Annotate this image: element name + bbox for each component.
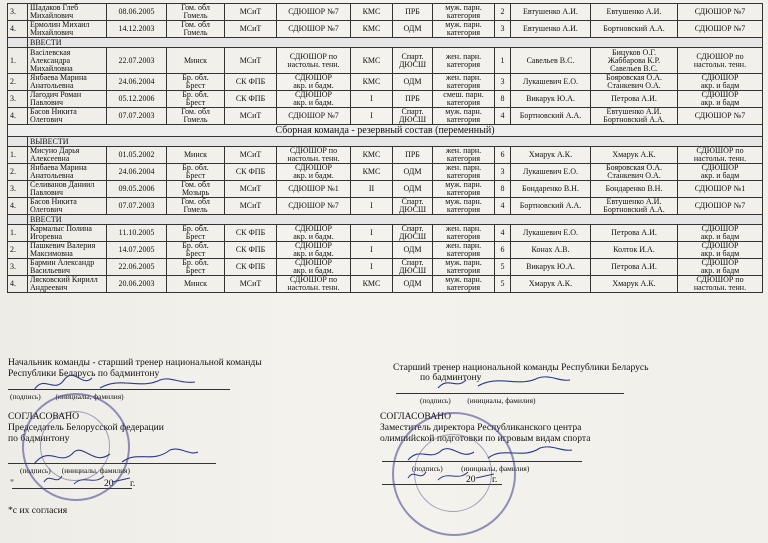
region-cell: Гом. обл Гомель xyxy=(167,21,225,38)
school-cell: СДЮШОР №7 xyxy=(678,21,763,38)
athlete-name-cell: Басов Никита Олегович xyxy=(28,198,107,215)
organization-cell: СДЮШОР №7 xyxy=(277,108,351,125)
first-coach-cell: Бояровская О.А. Станкевич О.А. xyxy=(591,74,678,91)
birth-date-cell: 05.12.2006 xyxy=(107,91,167,108)
right-date-year: 20 xyxy=(466,474,476,485)
category-cell: муж. парн. категория xyxy=(433,4,495,21)
table-row xyxy=(8,242,763,259)
athlete-name-cell: Янбаева Марина Анатольевна xyxy=(28,74,107,91)
table-row xyxy=(8,108,763,125)
department-cell: МСиТ xyxy=(225,4,277,21)
birth-date-cell: 07.07.2003 xyxy=(107,198,167,215)
section-header-row xyxy=(8,38,763,48)
left-agreed-label: СОГЛАСОВАНО xyxy=(8,411,80,422)
left-date-quote: " xyxy=(10,478,14,489)
first-coach-cell: Евтушенко А.И. xyxy=(591,4,678,21)
organization-cell: СДЮШОР по настольн. тенн. xyxy=(277,276,351,293)
sport-rank-cell: КМС xyxy=(351,74,393,91)
school-cell: СДЮШОР акр. и бадм xyxy=(678,74,763,91)
first-coach-cell: Петрова А.И. xyxy=(591,225,678,242)
organization-cell: СДЮШОР №1 xyxy=(277,181,351,198)
rank-number-cell: 1 xyxy=(495,48,511,74)
category-cell: муж. парн. категория xyxy=(433,198,495,215)
personal-coach-cell: Савельев В.С. xyxy=(511,48,591,74)
birth-date-cell: 14.12.2003 xyxy=(107,21,167,38)
row-number-cell: 1. xyxy=(8,147,28,164)
school-cell: СДЮШОР по настольн. тенн. xyxy=(678,276,763,293)
category-cell: жен. парн. категория xyxy=(433,242,495,259)
athlete-name-cell: Лагодич Роман Павлович xyxy=(28,91,107,108)
birth-date-cell: 20.06.2003 xyxy=(107,276,167,293)
status-cell: ОДМ xyxy=(393,164,433,181)
athlete-name-cell: Шадаков Глеб Михайлович xyxy=(28,4,107,21)
first-coach-cell: Бондаренко В.Н. xyxy=(591,181,678,198)
athlete-name-cell: Пашкевич Валерия Максимовна xyxy=(28,242,107,259)
personal-coach-cell: Лукашевич Е.О. xyxy=(511,164,591,181)
birth-date-cell: 07.07.2003 xyxy=(107,108,167,125)
footnote: *с их согласия xyxy=(8,505,68,516)
rank-number-cell: 4 xyxy=(495,225,511,242)
category-cell: жен. парн. категория xyxy=(433,74,495,91)
row-number-cell: 3. xyxy=(8,181,28,198)
right-date-handwriting xyxy=(404,466,504,484)
table-row xyxy=(8,164,763,181)
athlete-name-cell: Васілевская Александра Михайловна xyxy=(28,48,107,74)
right-head-signature xyxy=(434,372,574,394)
department-cell: МСиТ xyxy=(225,198,277,215)
personal-coach-cell: Хмарук А.К. xyxy=(511,147,591,164)
row-number-cell: 3. xyxy=(8,259,28,276)
sport-rank-cell: I xyxy=(351,242,393,259)
personal-coach-cell: Бондаренко В.Н. xyxy=(511,181,591,198)
category-cell: смеш. парн. категория xyxy=(433,91,495,108)
athlete-name-cell: Янбаева Марина Анатольевна xyxy=(28,164,107,181)
rank-number-cell: 5 xyxy=(495,259,511,276)
department-cell: СК ФПБ xyxy=(225,74,277,91)
department-cell: МСиТ xyxy=(225,181,277,198)
department-cell: СК ФПБ xyxy=(225,259,277,276)
right-agreed-org: олимпийской подготовки по игровым видам спорта xyxy=(380,433,591,444)
left-head-title: Начальник команды - старший тренер национальной команды xyxy=(8,357,262,368)
section-header-row xyxy=(8,137,763,147)
school-cell: СДЮШОР по настольн. тенн. xyxy=(678,48,763,74)
birth-date-cell: 14.07.2005 xyxy=(107,242,167,259)
department-cell: СК ФПБ xyxy=(225,164,277,181)
rank-number-cell: 6 xyxy=(495,147,511,164)
region-cell: Бр. обл. Брест xyxy=(167,164,225,181)
rank-number-cell: 5 xyxy=(495,276,511,293)
status-cell: ОДМ xyxy=(393,21,433,38)
personal-coach-cell: Евтушенко А.И. xyxy=(511,21,591,38)
birth-date-cell: 09.05.2006 xyxy=(107,181,167,198)
organization-cell: СДЮШОР акр. и бадм. xyxy=(277,164,351,181)
status-cell: ОДМ xyxy=(393,74,433,91)
row-number-cell: 2. xyxy=(8,164,28,181)
rank-number-cell: 3 xyxy=(495,21,511,38)
first-coach-cell: Бицуков О.Г. Жаббарова К.Р. Савельев В.С. xyxy=(591,48,678,74)
right-signature-caption: (подпись) (инициалы, фамилия) xyxy=(420,396,536,405)
row-number-cell: 3. xyxy=(8,91,28,108)
sport-rank-cell: II xyxy=(351,181,393,198)
status-cell: Спарт. ДЮСШ xyxy=(393,48,433,74)
first-coach-cell: Петрова А.И. xyxy=(591,91,678,108)
status-cell: ОДМ xyxy=(393,181,433,198)
first-coach-cell: Хмарук А.К. xyxy=(591,147,678,164)
table-row xyxy=(8,48,763,74)
sport-rank-cell: КМС xyxy=(351,147,393,164)
personal-coach-cell: Бортновский А.А. xyxy=(511,198,591,215)
athlete-name-cell: Басов Никита Олегович xyxy=(28,108,107,125)
status-cell: Спарт. ДЮСШ xyxy=(393,225,433,242)
department-cell: МСиТ xyxy=(225,21,277,38)
table-row xyxy=(8,259,763,276)
school-cell: СДЮШОР акр. и бадм xyxy=(678,225,763,242)
region-cell: Минск xyxy=(167,276,225,293)
organization-cell: СДЮШОР по настольн. тенн. xyxy=(277,147,351,164)
first-coach-cell: Евтушенко А.И. Бортновский А.А. xyxy=(591,198,678,215)
birth-date-cell: 01.05.2002 xyxy=(107,147,167,164)
school-cell: СДЮШОР акр. и бадм xyxy=(678,91,763,108)
table-row xyxy=(8,181,763,198)
status-cell: ПРБ xyxy=(393,91,433,108)
sport-rank-cell: I xyxy=(351,198,393,215)
row-number-cell: 4. xyxy=(8,21,28,38)
birth-date-cell: 24.06.2004 xyxy=(107,74,167,91)
sport-rank-cell: КМС xyxy=(351,21,393,38)
left-date-year: 20 xyxy=(104,478,114,489)
table-row xyxy=(8,147,763,164)
department-cell: СК ФПБ xyxy=(225,225,277,242)
athlete-name-cell: Мисуно Дарья Алексеевна xyxy=(28,147,107,164)
category-cell: муж. парн. категория xyxy=(433,21,495,38)
table-row xyxy=(8,74,763,91)
personal-coach-cell: Евтушенко А.И. xyxy=(511,4,591,21)
right-head-org: по бадминтону xyxy=(420,372,482,383)
status-cell: ОДМ xyxy=(393,242,433,259)
personal-coach-cell: Хмарук А.К. xyxy=(511,276,591,293)
row-number-cell: 1. xyxy=(8,225,28,242)
personal-coach-cell: Викарук Ю.А. xyxy=(511,259,591,276)
birth-date-cell: 11.10.2005 xyxy=(107,225,167,242)
section-label: ВЫВЕСТИ xyxy=(28,137,763,147)
status-cell: Спарт. ДЮСШ xyxy=(393,259,433,276)
table-row xyxy=(8,276,763,293)
left-agreed-caption: (подпись) (инициалы, фамилия) xyxy=(20,466,130,475)
department-cell: МСиТ xyxy=(225,108,277,125)
athlete-name-cell: Ермолин Михаил Михайлович xyxy=(28,21,107,38)
birth-date-cell: 24.06.2004 xyxy=(107,164,167,181)
school-cell: СДЮШОР №7 xyxy=(678,4,763,21)
organization-cell: СДЮШОР акр. и бадм. xyxy=(277,74,351,91)
region-cell: Гом. обл Гомель xyxy=(167,108,225,125)
department-cell: СК ФПБ xyxy=(225,91,277,108)
category-cell: муж. парн. категория xyxy=(433,181,495,198)
rank-number-cell: 6 xyxy=(495,242,511,259)
sport-rank-cell: I xyxy=(351,259,393,276)
rank-number-cell: 4 xyxy=(495,198,511,215)
right-date-suffix: г. xyxy=(492,474,498,485)
sport-rank-cell: КМС xyxy=(351,164,393,181)
rank-number-cell: 2 xyxy=(495,4,511,21)
rank-number-cell: 8 xyxy=(495,181,511,198)
department-cell: МСиТ xyxy=(225,276,277,293)
category-cell: жен. парн. категория xyxy=(433,147,495,164)
first-coach-cell: Евтушенко А.И. Бортновский А.А. xyxy=(591,108,678,125)
row-number-cell: 4. xyxy=(8,108,28,125)
category-cell: жен. парн. категория xyxy=(433,225,495,242)
first-coach-cell: Колток И.А. xyxy=(591,242,678,259)
organization-cell: СДЮШОР акр. и бадм. xyxy=(277,259,351,276)
school-cell: СДЮШОР акр. и бадм xyxy=(678,259,763,276)
category-cell: жен. парн. категория xyxy=(433,164,495,181)
sport-rank-cell: I xyxy=(351,225,393,242)
first-coach-cell: Хмарук А.К. xyxy=(591,276,678,293)
table-row xyxy=(8,21,763,38)
right-head-title: Старший тренер национальной команды Республики Беларусь xyxy=(393,362,649,373)
organization-cell: СДЮШОР №7 xyxy=(277,4,351,21)
left-signature-caption: (подпись) (инициалы, фамилия) xyxy=(10,392,124,401)
category-cell: муж. парн. категория xyxy=(433,276,495,293)
school-cell: СДЮШОР по настольн. тенн. xyxy=(678,147,763,164)
left-date-suffix: г. xyxy=(130,478,136,489)
status-cell: ОДМ xyxy=(393,276,433,293)
status-cell: Спарт. ДЮСШ xyxy=(393,108,433,125)
section-header-blank xyxy=(8,215,28,225)
first-coach-cell: Бортновский А.А. xyxy=(591,21,678,38)
department-cell: СК ФПБ xyxy=(225,242,277,259)
first-coach-cell: Петрова А.И. xyxy=(591,259,678,276)
region-cell: Минск xyxy=(167,48,225,74)
rank-number-cell: 8 xyxy=(495,91,511,108)
region-cell: Гом. обл Мозырь xyxy=(167,181,225,198)
school-cell: СДЮШОР №7 xyxy=(678,198,763,215)
school-cell: СДЮШОР №1 xyxy=(678,181,763,198)
section-header-row xyxy=(8,215,763,225)
organization-cell: СДЮШОР по настольн. тенн. xyxy=(277,48,351,74)
region-cell: Гом. обл Гомель xyxy=(167,198,225,215)
section-label: ВВЕСТИ xyxy=(28,38,763,48)
section-banner xyxy=(8,125,763,137)
sport-rank-cell: I xyxy=(351,91,393,108)
rank-number-cell: 3 xyxy=(495,74,511,91)
right-agreed-title: Заместитель директора Республиканского центра xyxy=(380,422,582,433)
row-number-cell: 4. xyxy=(8,198,28,215)
left-head-org: Республики Беларусь по бадминтону xyxy=(8,368,160,379)
roster-table xyxy=(7,3,763,293)
region-cell: Гом. обл Гомель xyxy=(167,4,225,21)
birth-date-cell: 08.06.2005 xyxy=(107,4,167,21)
athlete-name-cell: Лясковский Кирилл Андреевич xyxy=(28,276,107,293)
table-row xyxy=(8,198,763,215)
personal-coach-cell: Бортновский А.А. xyxy=(511,108,591,125)
left-agreed-org: по бадминтону xyxy=(8,433,70,444)
section-header-blank xyxy=(8,137,28,147)
region-cell: Бр. обл. Брест xyxy=(167,225,225,242)
organization-cell: СДЮШОР №7 xyxy=(277,198,351,215)
personal-coach-cell: Викарук Ю.А. xyxy=(511,91,591,108)
category-cell: муж. парн. категория xyxy=(433,259,495,276)
region-cell: Бр. обл. Брест xyxy=(167,91,225,108)
sport-rank-cell: КМС xyxy=(351,4,393,21)
birth-date-cell: 22.07.2003 xyxy=(107,48,167,74)
row-number-cell: 4. xyxy=(8,276,28,293)
sport-rank-cell: КМС xyxy=(351,48,393,74)
organization-cell: СДЮШОР №7 xyxy=(277,21,351,38)
row-number-cell: 3. xyxy=(8,4,28,21)
reserve-team-banner: Сборная команда - резервный состав (переменный) xyxy=(8,125,763,137)
birth-date-cell: 22.06.2005 xyxy=(107,259,167,276)
department-cell: МСиТ xyxy=(225,147,277,164)
left-date-handwriting xyxy=(40,470,140,488)
personal-coach-cell: Лукашевич Е.О. xyxy=(511,225,591,242)
right-agreed-caption: (подпись) (инициалы, фамилия) xyxy=(412,464,530,473)
left-agreed-title: Председатель Белорусской федерации xyxy=(8,422,164,433)
athlete-name-cell: Бармин Александр Васильевич xyxy=(28,259,107,276)
school-cell: СДЮШОР №7 xyxy=(678,108,763,125)
rank-number-cell: 3 xyxy=(495,164,511,181)
region-cell: Бр. обл. Брест xyxy=(167,242,225,259)
school-cell: СДЮШОР акр. и бадм xyxy=(678,242,763,259)
row-number-cell: 2. xyxy=(8,242,28,259)
category-cell: жен. парн. категория xyxy=(433,48,495,74)
athlete-name-cell: Селиванов Даниил Павлович xyxy=(28,181,107,198)
table-row xyxy=(8,4,763,21)
table-row xyxy=(8,91,763,108)
status-cell: ПРБ xyxy=(393,147,433,164)
status-cell: Спарт. ДЮСШ xyxy=(393,198,433,215)
athlete-name-cell: Кармалыс Полина Игоревна xyxy=(28,225,107,242)
right-agreed-signature xyxy=(404,442,574,466)
school-cell: СДЮШОР акр. и бадм xyxy=(678,164,763,181)
sport-rank-cell: КМС xyxy=(351,276,393,293)
row-number-cell: 1. xyxy=(8,48,28,74)
table-row xyxy=(8,225,763,242)
category-cell: муж. парн. категория xyxy=(433,108,495,125)
region-cell: Бр. обл. Брест xyxy=(167,259,225,276)
left-head-signature xyxy=(30,372,200,396)
region-cell: Бр. обл. Брест xyxy=(167,74,225,91)
organization-cell: СДЮШОР акр. и бадм. xyxy=(277,242,351,259)
roster-body xyxy=(8,4,763,293)
section-header-blank xyxy=(8,38,28,48)
organization-cell: СДЮШОР акр. и бадм. xyxy=(277,225,351,242)
organization-cell: СДЮШОР акр. и бадм. xyxy=(277,91,351,108)
personal-coach-cell: Конах А.В. xyxy=(511,242,591,259)
left-agreed-signature xyxy=(30,444,200,470)
sport-rank-cell: I xyxy=(351,108,393,125)
personal-coach-cell: Лукашевич Е.О. xyxy=(511,74,591,91)
section-label: ВВЕСТИ xyxy=(28,215,763,225)
department-cell: МСиТ xyxy=(225,48,277,74)
row-number-cell: 2. xyxy=(8,74,28,91)
right-agreed-label: СОГЛАСОВАНО xyxy=(380,411,452,422)
first-coach-cell: Бояровская О.А. Станкевич О.А. xyxy=(591,164,678,181)
region-cell: Минск xyxy=(167,147,225,164)
rank-number-cell: 4 xyxy=(495,108,511,125)
status-cell: ПРБ xyxy=(393,4,433,21)
